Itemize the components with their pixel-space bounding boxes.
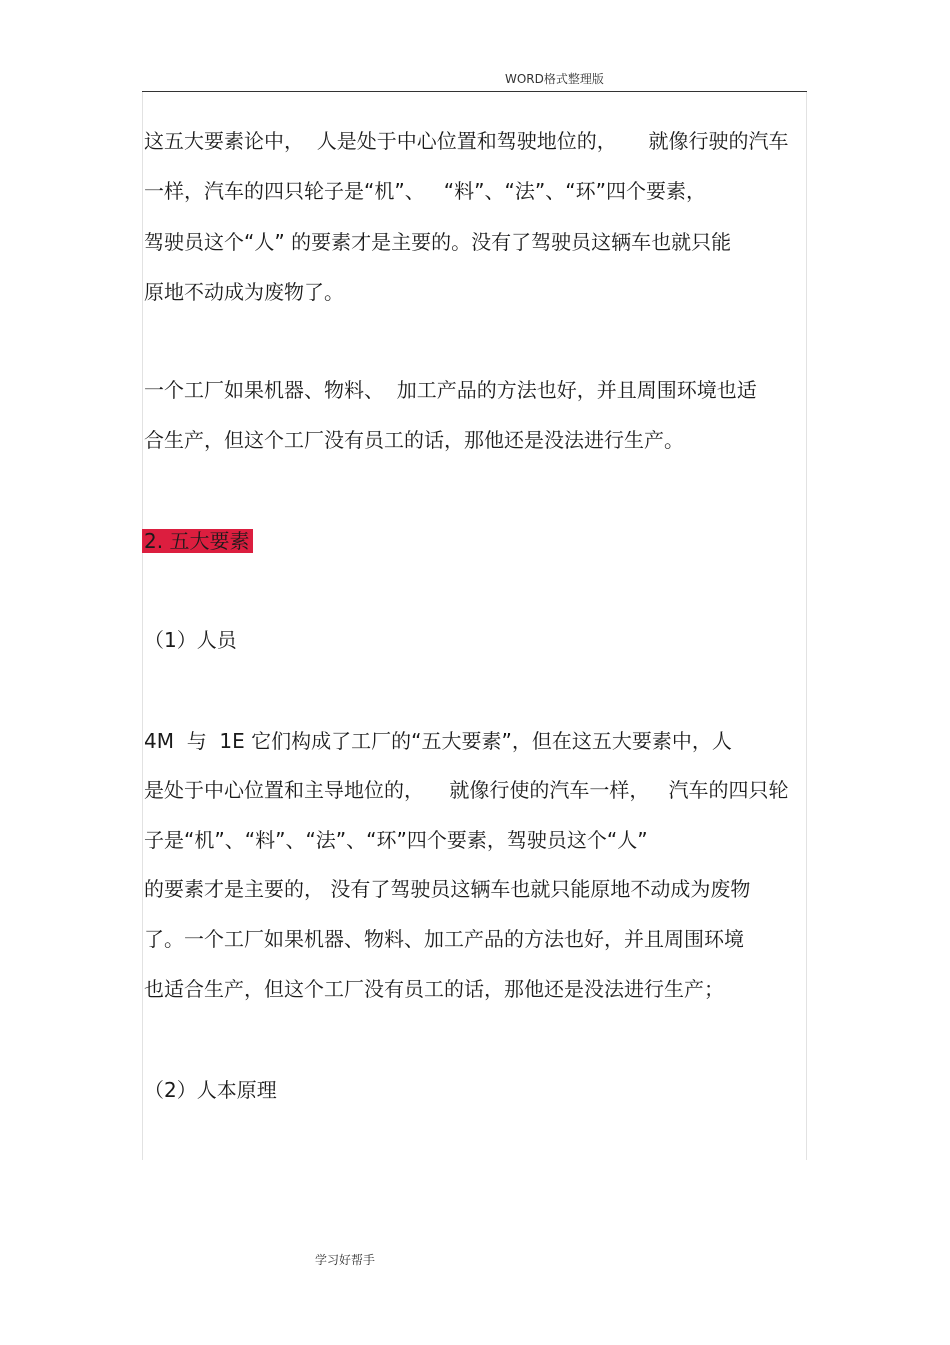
paragraph-1-line-2: 一样，汽车的四只轮子是“机”、 “料”、“法”、“环”四个要素， (144, 179, 706, 203)
header-divider (142, 91, 807, 92)
paragraph-3-line-5: 了。一个工厂如果机器、物料、加工产品的方法也好，并且周围环境 (144, 927, 744, 951)
paragraph-3-line-6: 也适合生产，但这个工厂没有员工的话，那他还是没法进行生产； (144, 977, 724, 1001)
paragraph-3-line-4: 的要素才是主要的， 没有了驾驶员这辆车也就只能原地不动成为废物 (144, 877, 751, 901)
paragraph-3-line-1: 4M 与 1E 它们构成了工厂的“五大要素”，但在这五大要素中，人 (144, 729, 732, 753)
page-frame-left-border (142, 92, 143, 1160)
section-heading (144, 527, 253, 555)
subheading-2: （2）人本原理 (144, 1078, 277, 1102)
paragraph-2-line-2: 合生产，但这个工厂没有员工的话，那他还是没法进行生产。 (144, 428, 684, 452)
paragraph-1-line-4: 原地不动成为废物了。 (144, 280, 344, 304)
page-frame-right-border (806, 92, 807, 1160)
paragraph-1-line-1: 这五大要素论中， 人是处于中心位置和驾驶地位的， 就像行驶的汽车 (144, 129, 789, 153)
page-header-title: WORD格式整理版 (505, 72, 604, 86)
page-footer-text: 学习好帮手 (315, 1253, 376, 1267)
paragraph-3-line-3: 子是“机”、“料”、“法”、“环”四个要素，驾驶员这个“人” (144, 828, 648, 852)
paragraph-1-line-3: 驾驶员这个“人” 的要素才是主要的。没有了驾驶员这辆车也就只能 (144, 230, 732, 254)
paragraph-3-line-2: 是处于中心位置和主导地位的， 就像行使的汽车一样， 汽车的四只轮 (144, 778, 789, 802)
section-heading-highlight: 2. 五大要素 (142, 529, 253, 553)
subheading-1: （1）人员 (144, 628, 237, 652)
paragraph-2-line-1: 一个工厂如果机器、物料、 加工产品的方法也好，并且周围环境也适 (144, 378, 757, 402)
